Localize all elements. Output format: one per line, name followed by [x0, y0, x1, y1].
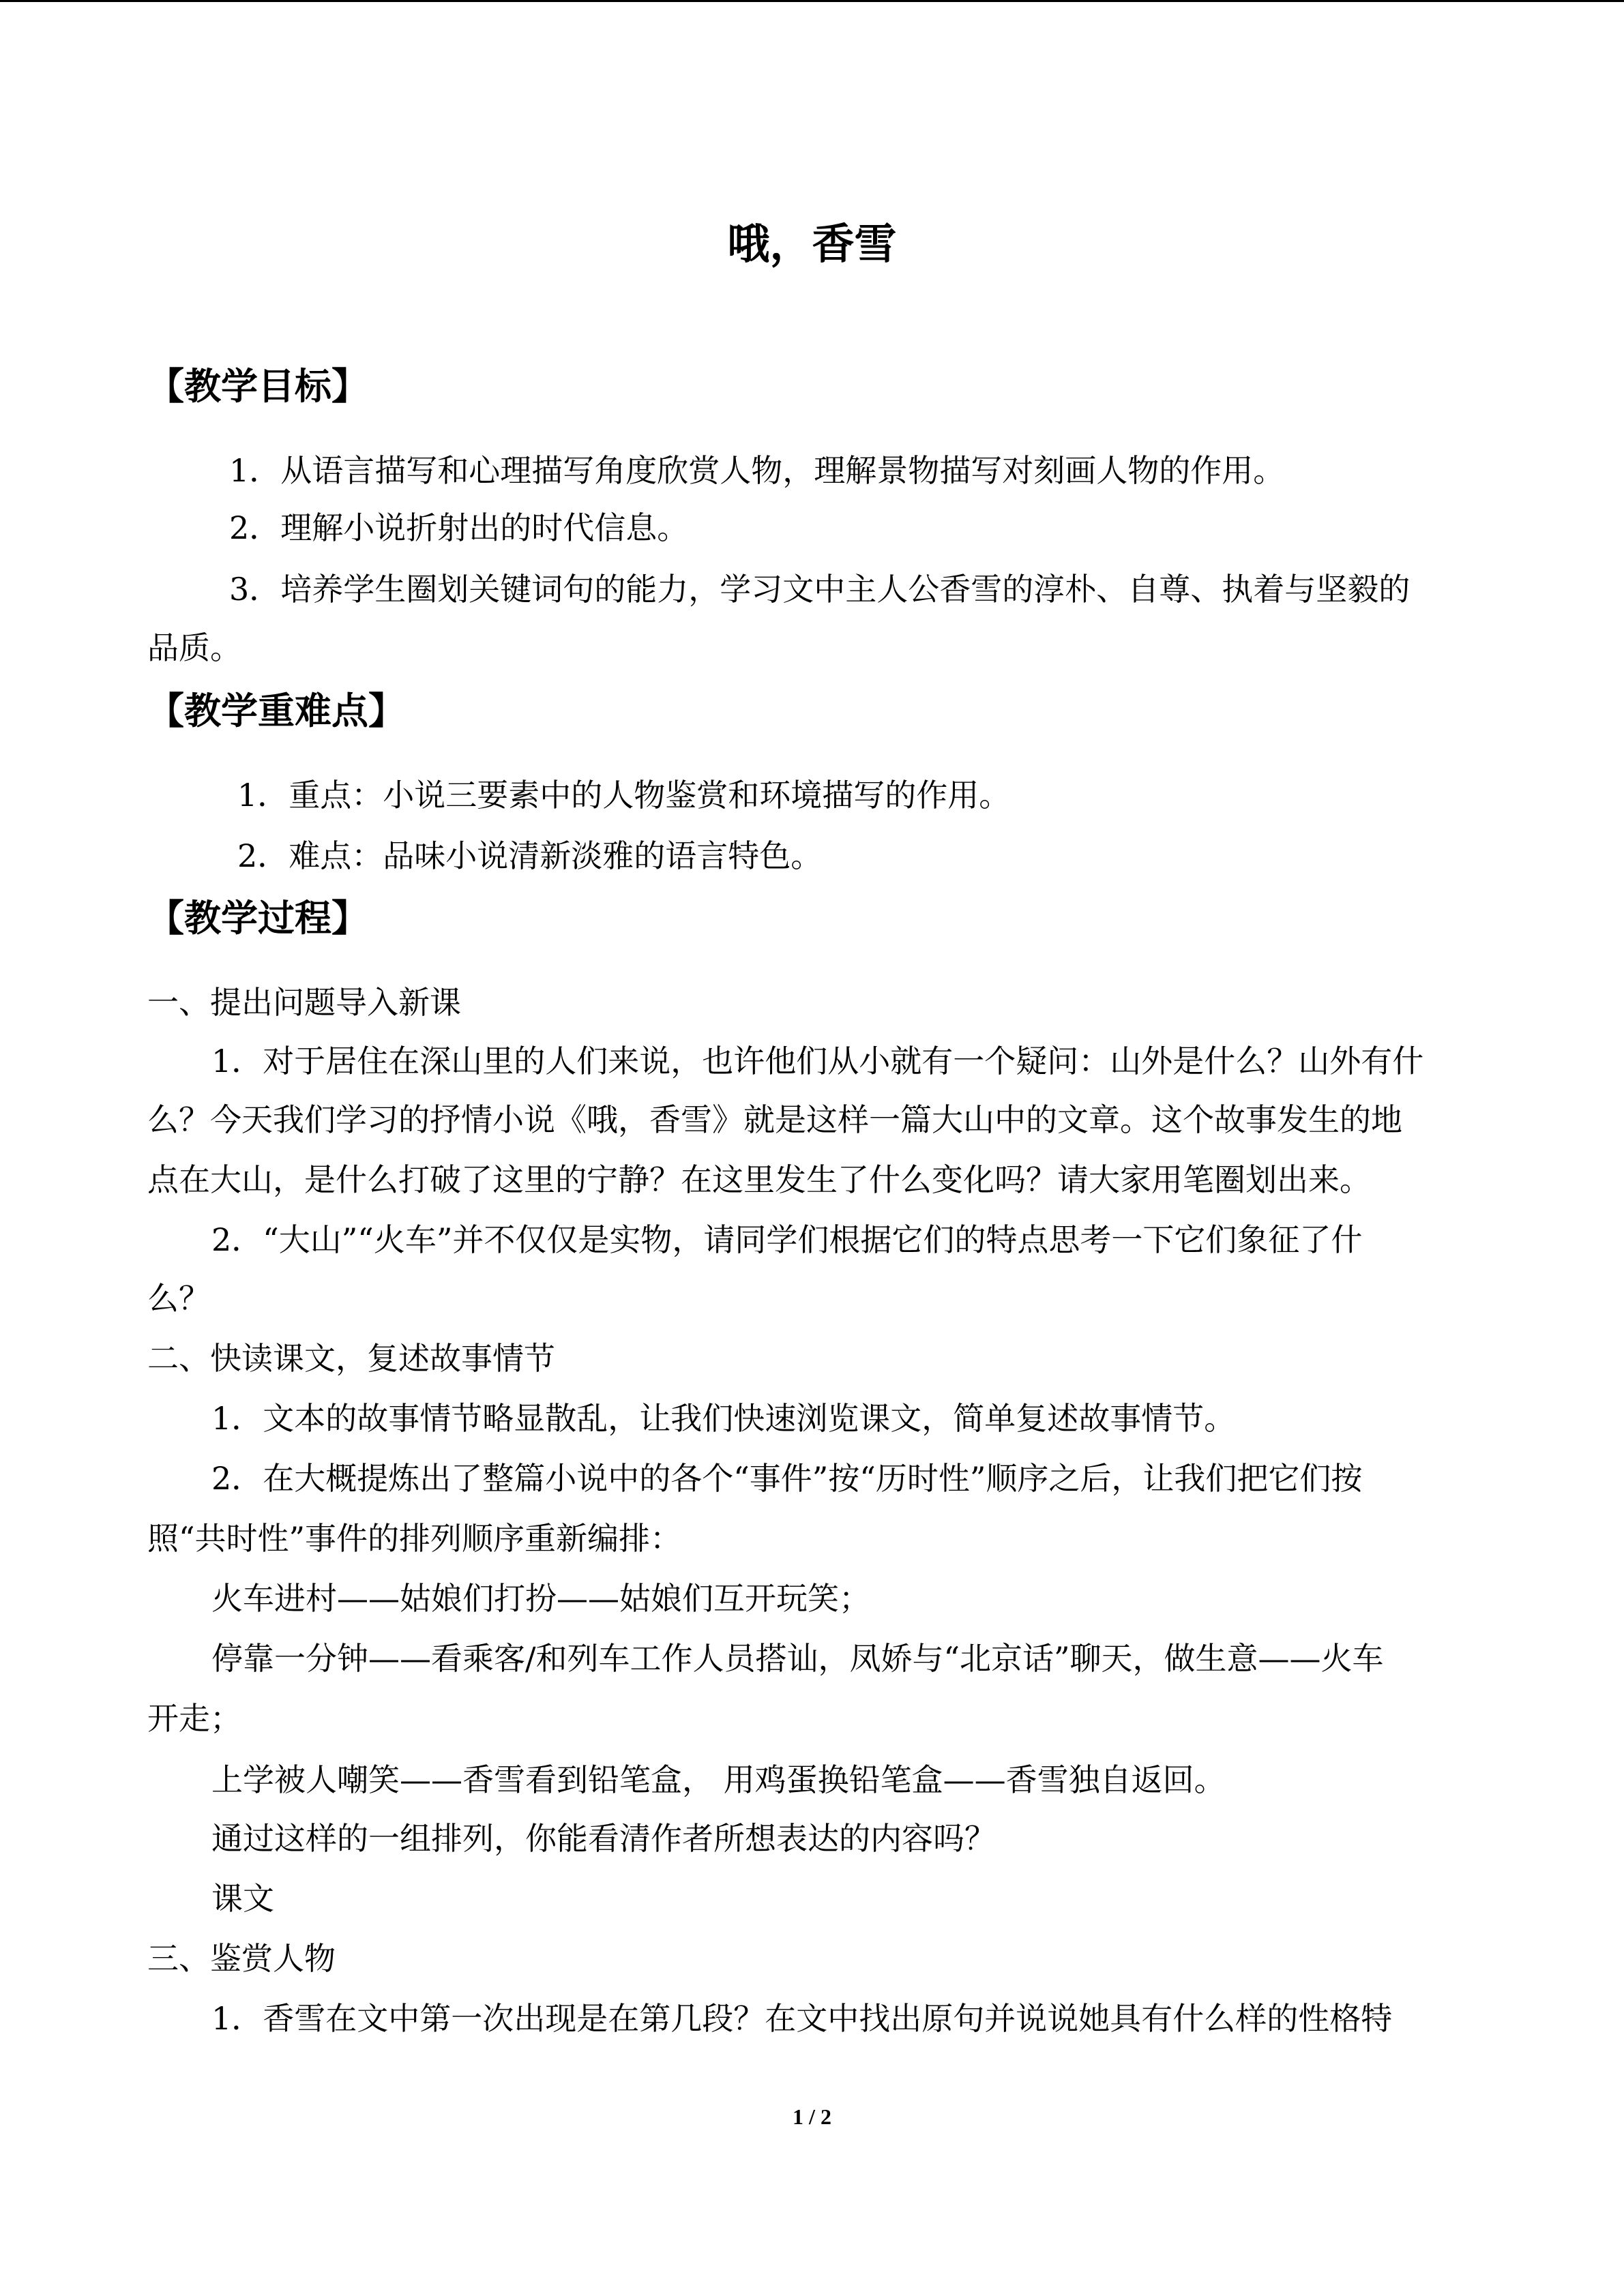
- paragraph-line: 2．理解小说折射出的时代信息。: [229, 509, 689, 546]
- paragraph-line: 1．文本的故事情节略显散乱，让我们快速浏览课文，简单复述故事情节。: [211, 1400, 1236, 1437]
- paragraph-line: 2．难点：品味小说清新淡雅的语言特色。: [237, 837, 823, 874]
- paragraph-line: 2．在大概提炼出了整篇小说中的各个“事件”按“历时性”顺序之后，让我们把它们按: [211, 1460, 1363, 1497]
- paragraph-line: 1．从语言描写和心理描写角度欣赏人物，理解景物描写对刻画人物的作用。: [229, 452, 1285, 489]
- subheading-line: 二、快读课文，复述故事情节: [147, 1340, 555, 1377]
- paragraph-line: 照“共时性”事件的排列顺序重新编排：: [147, 1520, 682, 1557]
- page-number: 1 / 2: [793, 2104, 831, 2129]
- paragraph-line: 1．重点：小说三要素中的人物鉴赏和环境描写的作用。: [237, 777, 1011, 814]
- subheading-line: 三、鉴赏人物: [147, 1940, 336, 1977]
- top-border-line: [0, 0, 1624, 2]
- paragraph-line: 火车进村——姑娘们打扮——姑娘们互开玩笑；: [211, 1580, 870, 1617]
- paragraph-line: 3．培养学生圈划关键词句的能力，学习文中主人公香雪的淳朴、自尊、执着与坚毅的: [229, 571, 1411, 608]
- section-heading-objectives: 【教学目标】: [147, 365, 368, 408]
- paragraph-line: 1．香雪在文中第一次出现是在第几段？在文中找出原句并说说她具有什么样的性格特: [211, 2000, 1393, 2037]
- section-heading-key-points: 【教学重难点】: [147, 689, 405, 732]
- paragraph-line: 么？今天我们学习的抒情小说《哦，香雪》就是这样一篇大山中的文章。这个故事发生的地: [147, 1101, 1402, 1138]
- paragraph-line: 2．“大山”“火车”并不仅仅是实物，请同学们根据它们的特点思考一下它们象征了什: [211, 1221, 1363, 1258]
- paragraph-line: 么？: [147, 1280, 210, 1317]
- page-title: 哦，香雪: [727, 219, 897, 269]
- paragraph-line: 通过这样的一组排列，你能看清作者所想表达的内容吗？: [211, 1820, 996, 1857]
- paragraph-line: 停靠一分钟——看乘客/和列车工作人员搭讪，凤娇与“北京话”聊天，做生意——火车: [211, 1640, 1384, 1677]
- paragraph-line: 课文: [211, 1880, 274, 1917]
- paragraph-line: 上学被人嘲笑——香雪看到铅笔盒， 用鸡蛋换铅笔盒——香雪独自返回。: [211, 1761, 1226, 1798]
- paragraph-line: 1．对于居住在深山里的人们来说，也许他们从小就有一个疑问：山外是什么？山外有什: [211, 1043, 1424, 1079]
- paragraph-line: 点在大山，是什么打破了这里的宁静？在这里发生了什么变化吗？请大家用笔圈划出来。: [147, 1161, 1371, 1198]
- section-heading-process: 【教学过程】: [147, 897, 368, 940]
- subheading-line: 一、提出问题导入新课: [147, 984, 461, 1021]
- paragraph-line: 品质。: [147, 629, 241, 666]
- paragraph-line: 开走；: [147, 1700, 241, 1737]
